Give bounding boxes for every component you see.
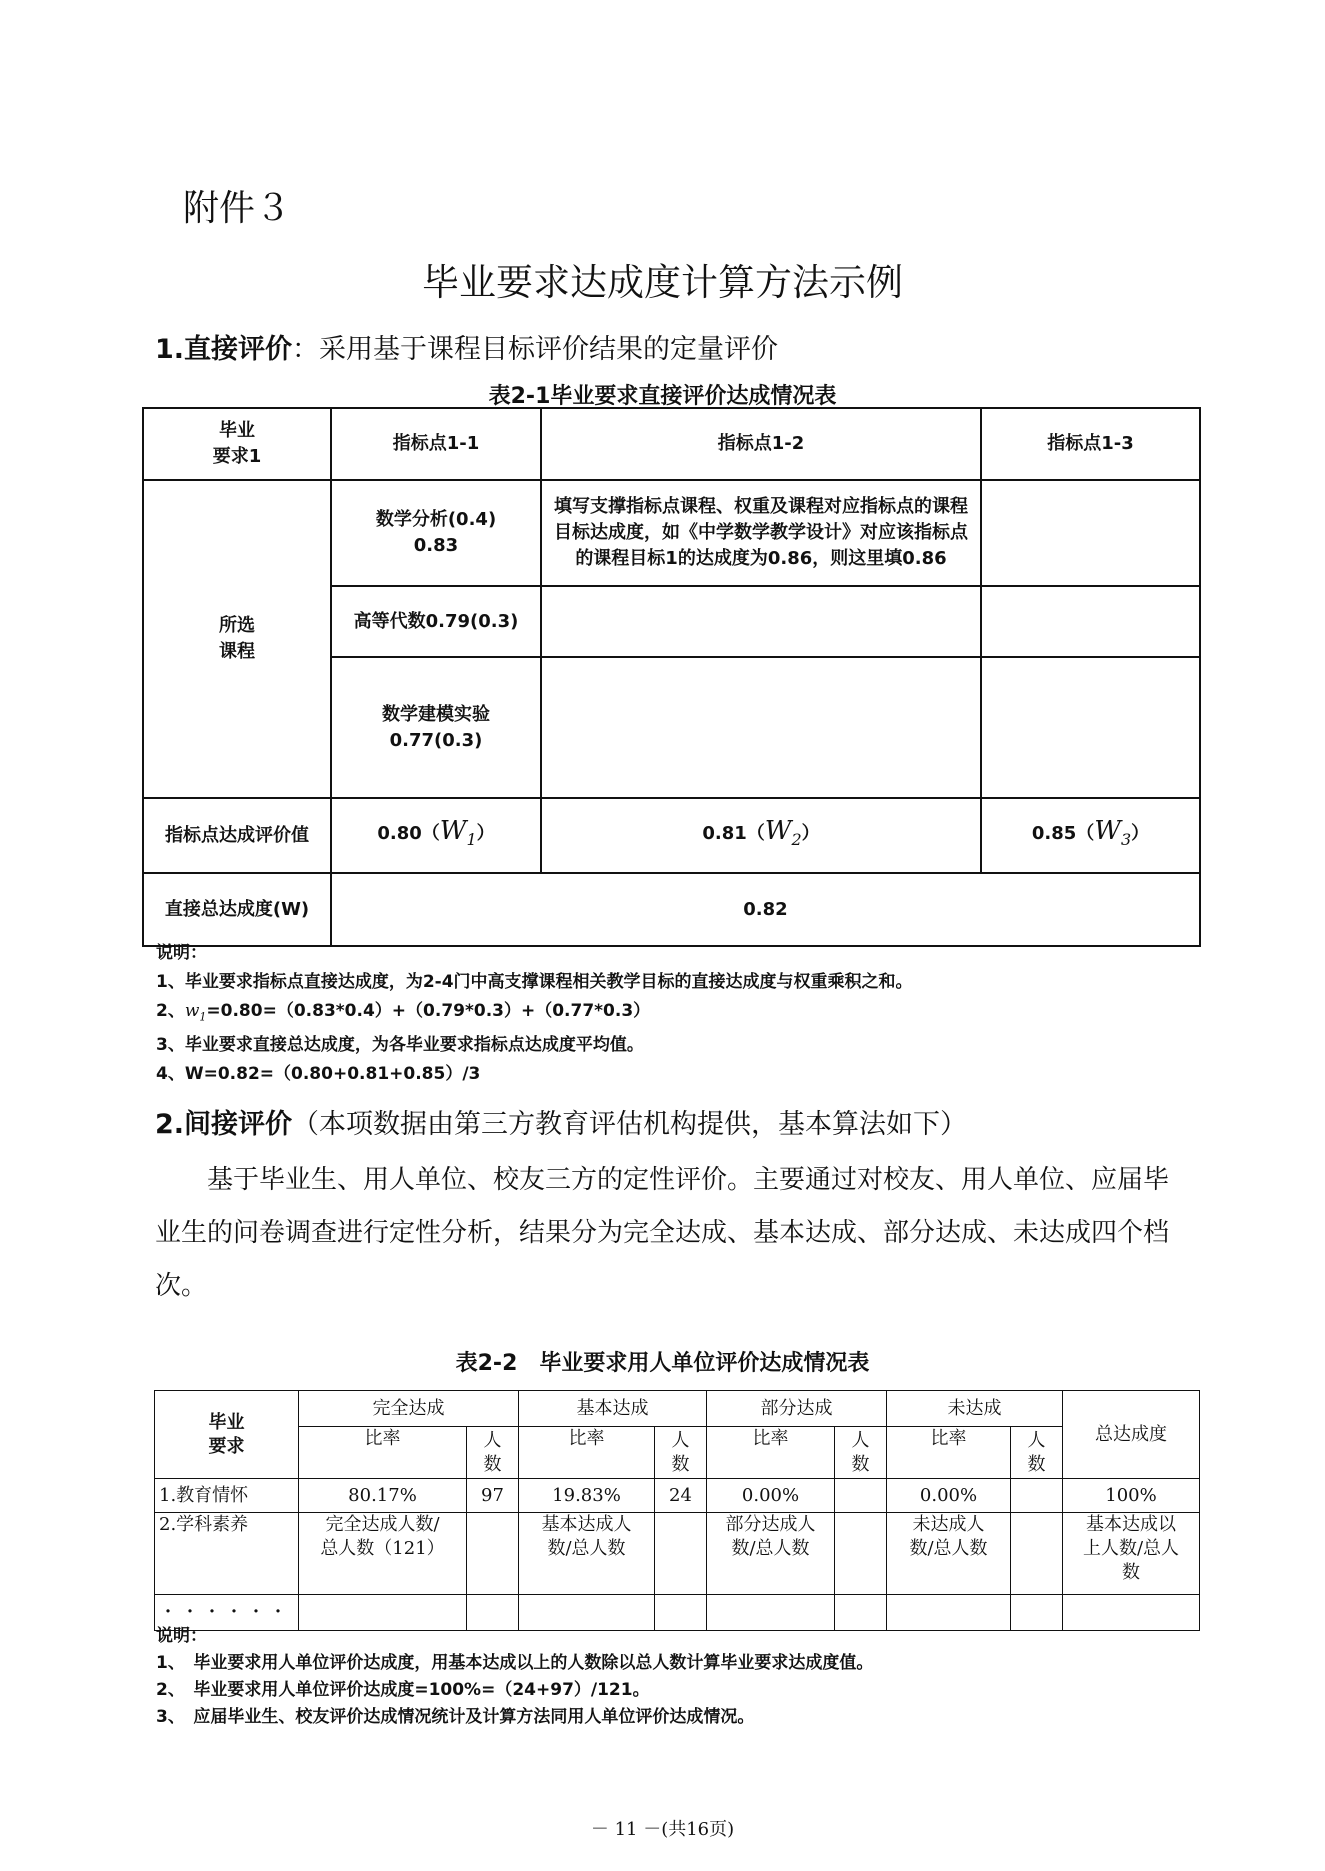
notes-label: 说明： [156,943,207,963]
group-header: 基本达成 [519,1391,707,1427]
total-value: 0.82 [331,873,1200,946]
w-sub: 1 [466,830,477,850]
eval-label: 指标点达成评价值 [143,798,331,873]
section2-title: 2.间接评价 [155,1109,293,1140]
count-header: 人 数 [467,1427,519,1479]
note-prefix: 2、 [156,1001,185,1021]
eval-close: ） [476,822,495,844]
w-symbol [184,1001,207,1024]
notes1 [156,939,913,1089]
table-cell: 部分达成人 数/总人数 [707,1513,835,1595]
table-cell [1063,1595,1200,1631]
total-header: 总达成度 [1063,1391,1200,1479]
course-cell [981,657,1200,798]
note-formula: =0.80=（0.83*0.4）+（0.79*0.3）+（0.77*0.3） [206,1001,651,1021]
table-cell: 0.00% [707,1479,835,1513]
row-name: 2.学科素养 [155,1513,299,1595]
w-sub: 2 [791,830,802,850]
table-cell [835,1479,887,1513]
section1-title: 1.直接评价 [155,334,293,365]
note-line: 4、W=0.82=（0.80+0.81+0.85）/3 [156,1064,481,1085]
ratio-header: 比率 [519,1427,655,1479]
eval-close: ） [1131,822,1150,844]
section1-desc: ：采用基于课程目标评价结果的定量评价 [292,334,779,365]
w-letter: W [1094,815,1121,846]
count-header: 人 数 [1011,1427,1063,1479]
eval-number: 0.80（ [377,822,440,844]
table2-caption: 表2-2 毕业要求用人单位评价达成情况表 [455,1351,870,1376]
table-cell: 未达成人 数/总人数 [887,1513,1011,1595]
page-footer: － 11 －(共16页) [590,1819,735,1840]
section2-heading [155,1102,967,1141]
direct-eval-table [142,407,1201,947]
group-header: 部分达成 [707,1391,887,1427]
w-symbol [439,815,477,850]
table-cell [835,1513,887,1595]
req-header: 毕业 要求1 [143,408,331,480]
course-cell: 数学建模实验 0.77(0.3) [331,657,541,798]
note-line [156,997,913,1031]
table-cell: 100% [1063,1479,1200,1513]
course-cell: 高等代数0.79(0.3) [331,586,541,657]
table-cell [1011,1513,1063,1595]
eval-number: 0.81（ [702,822,765,844]
course-cell: 数学分析(0.4) 0.83 [331,480,541,586]
course-cell: 填写支撑指标点课程、权重及课程对应指标点的课程目标达成度，如《中学数学教学设计》对应该指标点的课程目标1的达成度为0.86，则这里填0.86 [541,480,981,586]
point-header: 指标点1-1 [331,408,541,480]
section2-desc: （本项数据由第三方教育评估机构提供，基本算法如下） [292,1109,968,1140]
course-cell [981,586,1200,657]
note-line: 1、毕业要求指标点直接达成度，为2-4门中高支撑课程相关教学目标的直接达成度与权重乘积之和。 [156,972,913,992]
table-cell: 完全达成人数/ 总人数（121） [299,1513,467,1595]
row-name: 1.教育情怀 [155,1479,299,1513]
eval-value [981,798,1200,873]
course-cell [541,657,981,798]
table-cell [1011,1479,1063,1513]
table-cell [887,1595,1011,1631]
w-symbol [764,815,802,850]
w-sub: 3 [1120,830,1132,850]
eval-value [541,798,981,873]
eval-number: 0.85（ [1031,822,1095,844]
courses-label: 所选 课程 [143,480,331,798]
w-symbol [1094,815,1132,850]
note-line: 2、 毕业要求用人单位评价达成度=100%=（24+97）/121。 [156,1680,650,1700]
w-letter: w [184,1001,200,1021]
req-header: 毕业 要求 [155,1391,299,1479]
attachment-label: 附件３ [183,188,292,229]
table-cell: 97 [467,1479,519,1513]
table-cell [655,1513,707,1595]
count-header: 人 数 [655,1427,707,1479]
eval-close: ） [801,822,820,844]
section1-heading [155,327,778,366]
w-letter: W [439,815,467,846]
table-cell: 19.83% [519,1479,655,1513]
table-cell: 基本达成以 上人数/总人 数 [1063,1513,1200,1595]
w-letter: W [764,815,792,846]
page-title: 毕业要求达成度计算方法示例 [422,261,903,304]
ratio-header: 比率 [299,1427,467,1479]
table-cell [467,1513,519,1595]
table1-caption: 表2-1毕业要求直接评价达成情况表 [488,384,837,409]
row-name: ・・・・・・ [155,1595,299,1631]
group-header: 完全达成 [299,1391,519,1427]
note-line: 3、 应届毕业生、校友评价达成情况统计及计算方法同用人单位评价达成情况。 [156,1707,755,1727]
table-cell: 基本达成人 数/总人数 [519,1513,655,1595]
course-cell [541,586,981,657]
eval-value [331,798,541,873]
total-label: 直接总达成度(W) [143,873,331,946]
employer-eval-table [154,1390,1200,1631]
notes2 [156,1623,873,1731]
group-header: 未达成 [887,1391,1063,1427]
note-line: 3、毕业要求直接总达成度，为各毕业要求指标点达成度平均值。 [156,1035,644,1056]
w-sub: 1 [199,1010,207,1024]
table-cell: 24 [655,1479,707,1513]
note-line: 1、 毕业要求用人单位评价达成度，用基本达成以上的人数除以总人数计算毕业要求达成度值。 [156,1653,874,1673]
table-cell: 80.17% [299,1479,467,1513]
point-header: 指标点1-2 [541,408,981,480]
paragraph: 基于毕业生、用人单位、校友三方的定性评价。主要通过对校友、用人单位、应届毕业生的问卷调查进行定性分析，结果分为完全达成、基本达成、部分达成、未达成四个档次。 [155,1165,1170,1301]
course-cell [981,480,1200,586]
table-cell [1011,1595,1063,1631]
ratio-header: 比率 [707,1427,835,1479]
point-header: 指标点1-3 [981,408,1200,480]
notes-label: 说明： [156,1626,207,1646]
ratio-header: 比率 [887,1427,1011,1479]
count-header: 人 数 [835,1427,887,1479]
table-cell: 0.00% [887,1479,1011,1513]
